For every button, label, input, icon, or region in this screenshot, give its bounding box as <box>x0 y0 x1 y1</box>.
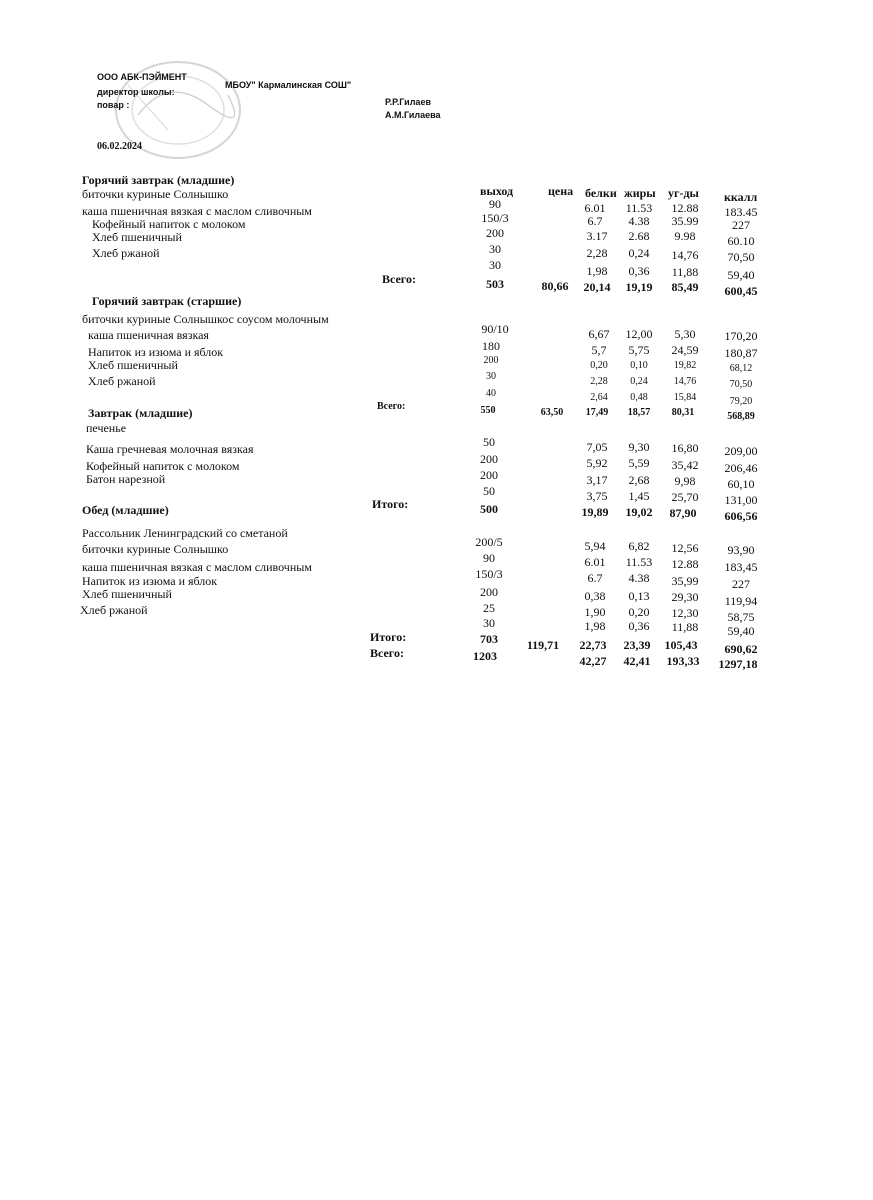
total-kcal: 568,89 <box>727 411 755 422</box>
cell-output: 150/3 <box>475 567 503 581</box>
cell-carbs: 15,84 <box>673 392 697 403</box>
cell-output: 50 <box>483 435 495 449</box>
cell-fats: 11.53 <box>625 555 653 569</box>
section-title: Обед (младшие) <box>82 503 169 517</box>
cell-proteins: 3,17 <box>586 473 608 487</box>
total-output: 550 <box>480 405 496 416</box>
cell-output: 50 <box>483 484 495 498</box>
cell-kcal: 170,20 <box>724 329 758 343</box>
total-carbs: 85,49 <box>671 280 699 294</box>
cell-output: 40 <box>486 388 496 399</box>
grand-total-fats: 42,41 <box>623 654 651 668</box>
list-item: Хлеб пшеничный <box>88 358 178 372</box>
list-item: Хлеб ржаной <box>80 603 148 617</box>
cell-proteins: 5,94 <box>584 539 606 553</box>
cell-proteins: 6.7 <box>587 571 603 585</box>
cell-fats: 0,36 <box>628 264 650 278</box>
cell-carbs: 12,56 <box>671 541 699 555</box>
cell-kcal: 183.45 <box>724 205 758 219</box>
section-title: Завтрак (младшие) <box>88 406 193 420</box>
cell-kcal: 227 <box>732 577 750 591</box>
grand-total-carbs: 193,33 <box>666 654 700 668</box>
list-item: Хлеб пшеничный <box>82 587 172 601</box>
cell-carbs: 25,70 <box>671 490 699 504</box>
director-label: директор школы: <box>97 87 175 97</box>
total-fats: 19,19 <box>625 280 653 294</box>
cell-fats: 4.38 <box>628 571 650 585</box>
grand-total-kcal: 1297,18 <box>718 657 758 671</box>
cell-output: 150/3 <box>481 211 509 225</box>
school-name: МБОУ" Кармалинская СОШ" <box>225 80 352 90</box>
cell-kcal: 119,94 <box>724 594 758 608</box>
cell-output: 30 <box>483 616 495 630</box>
cell-proteins: 0,20 <box>590 360 608 371</box>
section-title: Горячий завтрак (старшие) <box>92 294 242 308</box>
total-price: 119,71 <box>526 638 560 652</box>
cell-carbs: 24,59 <box>671 343 699 357</box>
total-label: Итого: <box>372 497 409 511</box>
cell-carbs: 35.99 <box>671 214 699 228</box>
cell-proteins: 3,75 <box>586 489 608 503</box>
col-output: выход <box>480 184 514 198</box>
cell-carbs: 9,98 <box>674 474 696 488</box>
cell-kcal: 180,87 <box>724 346 758 360</box>
section-title: Горячий завтрак (младшие) <box>82 173 235 187</box>
cell-carbs: 29,30 <box>671 590 699 604</box>
cell-proteins: 5,7 <box>591 343 607 357</box>
total-fats: 18,57 <box>627 407 651 418</box>
list-item: Хлеб пшеничный <box>92 230 182 244</box>
cook-name: А.М.Гилаева <box>385 110 441 120</box>
cell-proteins: 6.01 <box>584 201 606 215</box>
total-label: Всего: <box>382 272 416 286</box>
list-item: биточки куриные Солнышко <box>82 542 229 556</box>
col-kcal: ккалл <box>724 190 758 204</box>
total-proteins: 22,73 <box>579 638 607 652</box>
cell-proteins: 3.17 <box>586 229 608 243</box>
cell-proteins: 2,28 <box>590 376 608 387</box>
cell-output: 90 <box>489 197 501 211</box>
list-item: Хлеб ржаной <box>88 374 156 388</box>
cell-proteins: 2,64 <box>590 392 608 403</box>
col-proteins: белки <box>585 186 617 200</box>
cell-proteins: 6.7 <box>587 214 603 228</box>
col-carbs: уг-ды <box>668 186 699 200</box>
col-fats: жиры <box>624 186 656 200</box>
cell-proteins: 1,98 <box>586 264 608 278</box>
cell-proteins: 1,90 <box>584 605 606 619</box>
cell-fats: 4.38 <box>628 214 650 228</box>
cell-output: 90 <box>483 551 495 565</box>
cell-fats: 2.68 <box>628 229 650 243</box>
list-item: Хлеб ржаной <box>92 246 160 260</box>
list-item: биточки куриные Солнышко <box>82 187 229 201</box>
list-item: Рассольник Ленинградский со сметаной <box>82 526 288 540</box>
grand-total-proteins: 42,27 <box>579 654 607 668</box>
total-fats: 19,02 <box>625 505 653 519</box>
list-item: Напиток из изюма и яблок <box>88 345 224 359</box>
cell-carbs: 14,76 <box>671 248 699 262</box>
cell-carbs: 35,42 <box>671 458 699 472</box>
cell-fats: 2,68 <box>628 473 650 487</box>
cell-kcal: 227 <box>732 218 750 232</box>
total-output: 703 <box>480 632 498 646</box>
cell-output: 200 <box>480 468 498 482</box>
cell-output: 200 <box>480 452 498 466</box>
org-name: ООО АБК-ПЭЙМЕНТ <box>97 72 187 82</box>
cell-proteins: 6.01 <box>584 555 606 569</box>
cell-kcal: 59,40 <box>727 268 755 282</box>
cell-fats: 5,59 <box>628 456 650 470</box>
cell-proteins: 0,38 <box>584 589 606 603</box>
cell-kcal: 206,46 <box>724 461 758 475</box>
document-date: 06.02.2024 <box>97 141 142 152</box>
cell-output: 200/5 <box>475 535 503 549</box>
total-price: 80,66 <box>541 279 569 293</box>
cell-proteins: 6,67 <box>588 327 610 341</box>
total-carbs: 105,43 <box>664 638 698 652</box>
cell-fats: 5,75 <box>628 343 650 357</box>
cell-carbs: 11,88 <box>671 620 699 634</box>
cell-fats: 0,36 <box>628 619 650 633</box>
total-kcal: 690,62 <box>724 642 758 656</box>
cell-output: 30 <box>489 258 501 272</box>
total-kcal: 600,45 <box>724 284 758 298</box>
grand-total-label: Всего: <box>370 646 404 660</box>
cell-kcal: 68,12 <box>729 363 753 374</box>
cell-output: 200 <box>486 226 504 240</box>
total-output: 500 <box>480 502 498 516</box>
list-item: Батон нарезной <box>86 472 166 486</box>
cell-kcal: 60,10 <box>727 477 755 491</box>
cell-carbs: 12.88 <box>671 557 699 571</box>
total-proteins: 17,49 <box>585 407 609 418</box>
cell-output: 200 <box>480 585 498 599</box>
grand-total-output: 1203 <box>473 649 497 663</box>
cell-carbs: 11,88 <box>671 265 699 279</box>
list-item: Каша гречневая молочная вязкая <box>86 442 254 456</box>
cell-fats: 0,48 <box>630 392 648 403</box>
list-item: каша пшеничная вязкая с маслом сливочным <box>82 560 312 574</box>
cell-kcal: 183,45 <box>724 560 758 574</box>
total-output: 503 <box>486 277 504 291</box>
cell-fats: 6,82 <box>628 539 650 553</box>
cell-kcal: 131,00 <box>724 493 758 507</box>
cell-carbs: 35,99 <box>671 574 699 588</box>
cell-kcal: 60.10 <box>727 234 755 248</box>
cell-carbs: 19,82 <box>673 360 697 371</box>
cell-proteins: 7,05 <box>586 440 608 454</box>
cell-fats: 12,00 <box>625 327 653 341</box>
cell-fats: 0,24 <box>628 246 650 260</box>
total-proteins: 20,14 <box>583 280 611 294</box>
cell-kcal: 59,40 <box>727 624 755 638</box>
cell-proteins: 5,92 <box>586 456 608 470</box>
list-item: каша пшеничная вязкая с маслом сливочным <box>82 204 312 218</box>
list-item: печенье <box>86 421 127 435</box>
total-kcal: 606,56 <box>724 509 758 523</box>
list-item: Кофейный напиток с молоком <box>86 459 240 473</box>
cell-kcal: 70,50 <box>727 250 755 264</box>
list-item: биточки куриные Солнышкос соусом молочным <box>82 312 329 326</box>
list-item: каша пшеничная вязкая <box>88 328 209 342</box>
cell-output: 30 <box>486 371 496 382</box>
cell-output: 180 <box>482 339 500 353</box>
cell-kcal: 209,00 <box>724 444 758 458</box>
cell-carbs: 16,80 <box>671 441 699 455</box>
cell-carbs: 9.98 <box>674 229 696 243</box>
cell-fats: 9,30 <box>628 440 650 454</box>
cell-fats: 0,20 <box>628 605 650 619</box>
total-label: Итого: <box>370 630 407 644</box>
cell-fats: 0,24 <box>630 376 648 387</box>
cell-carbs: 14,76 <box>673 376 697 387</box>
cell-output: 25 <box>483 601 495 615</box>
cell-kcal: 93,90 <box>727 543 755 557</box>
total-fats: 23,39 <box>623 638 651 652</box>
cell-output: 200 <box>483 355 499 366</box>
total-label: Всего: <box>377 401 406 412</box>
cell-carbs: 5,30 <box>674 327 696 341</box>
cell-kcal: 58,75 <box>727 610 755 624</box>
total-carbs: 87,90 <box>669 506 697 520</box>
director-name: Р.Р.Гилаев <box>385 97 431 107</box>
cell-carbs: 12,30 <box>671 606 699 620</box>
cell-fats: 0,10 <box>630 360 648 371</box>
list-item: Кофейный напиток с молоком <box>92 217 246 231</box>
cell-fats: 11.53 <box>625 201 653 215</box>
cell-kcal: 79,20 <box>729 396 753 407</box>
cell-proteins: 2,28 <box>586 246 608 260</box>
col-price: цена <box>548 184 574 198</box>
total-proteins: 19,89 <box>581 505 609 519</box>
cell-output: 90/10 <box>481 322 509 336</box>
cell-kcal: 70,50 <box>729 379 753 390</box>
cell-fats: 1,45 <box>628 489 650 503</box>
cell-output: 30 <box>489 242 501 256</box>
list-item: Напиток из изюма и яблок <box>82 574 218 588</box>
total-price: 63,50 <box>540 407 564 418</box>
cell-carbs: 12.88 <box>671 201 699 215</box>
cook-label: повар : <box>97 100 130 110</box>
cell-fats: 0,13 <box>628 589 650 603</box>
total-carbs: 80,31 <box>671 407 695 418</box>
cell-proteins: 1,98 <box>584 619 606 633</box>
